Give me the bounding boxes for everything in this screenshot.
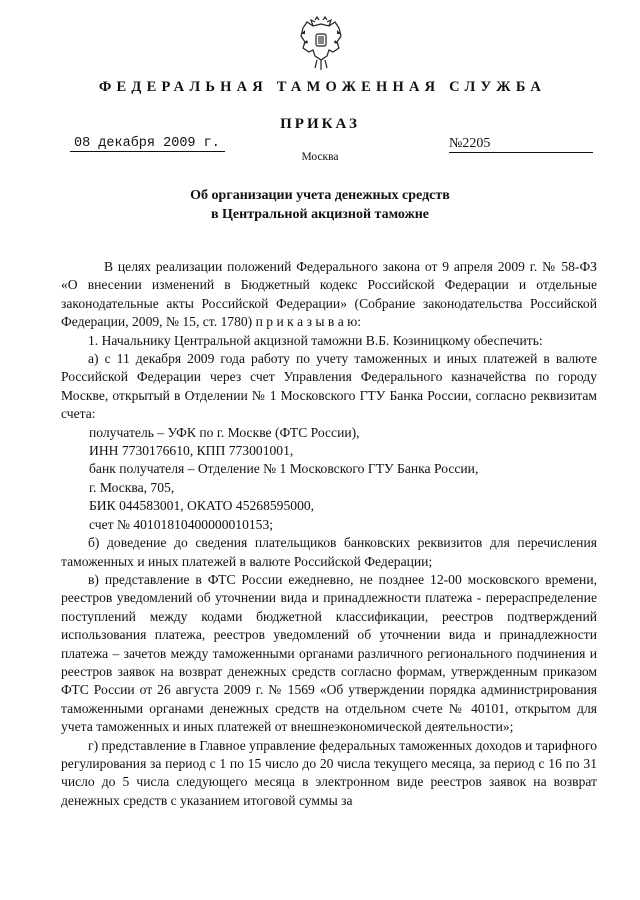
- requisite-line: г. Москва, 705,: [89, 479, 175, 495]
- requisite-line: БИК 044583001, ОКАТО 45268595000,: [89, 498, 315, 514]
- document-title-line1: Об организации учета денежных средств: [190, 188, 450, 203]
- document-title-line2: в Центральной акцизной таможне: [210, 207, 430, 222]
- requisite-line: банк получателя – Отделение № 1 Московского ГТУ Банка России,: [89, 461, 479, 477]
- item-g: г) представление в Главное управление федеральных таможенных доходов и тарифного регулирования за период с 1 по 15 число до 20 числа текущего месяца, за период с 16 по 31 число до 5 числа следующего месяца в электронном виде реестров заявок на возврат денежных средств с указанием итоговой суммы за: [61, 737, 597, 808]
- emblem-icon: [299, 16, 343, 72]
- requisite-line: счет № 40101810400000010153;: [89, 516, 274, 532]
- document-date: 08 декабря 2009 г.: [70, 136, 225, 152]
- document-city: Москва: [301, 151, 339, 163]
- document-body: [61, 258, 597, 810]
- item-1: 1. Начальнику Центральной акцизной таможни В.Б. Козиницкому обеспечить:: [88, 332, 543, 348]
- requisite-line: ИНН 7730176610, КПП 773001001,: [89, 443, 294, 459]
- requisite-line: получатель – УФК по г. Москве (ФТС России),: [89, 424, 360, 440]
- item-b: б) доведение до сведения плательщиков банковских реквизитов для перечисления таможенных и иных платежей в валюте Российской Федерации;: [61, 535, 597, 569]
- item-a: а) с 11 декабря 2009 года работу по учету таможенных и иных платежей в валюте Российской Федерации через счет Управления Федерального казначейства по городу Москве, открытый в Отделении № 1 Московского ГТУ Банка России, согласно реквизитам счета:: [61, 351, 597, 422]
- document-type: ПРИКАЗ: [280, 116, 360, 132]
- document-title: [0, 186, 640, 224]
- document-number: №2205: [449, 136, 593, 153]
- agency-name: ФЕДЕРАЛЬНАЯ ТАМОЖЕННАЯ СЛУЖБА: [98, 79, 547, 95]
- item-v: в) представление в ФТС России ежедневно, не позднее 12-00 московского времени, реестров уведомлений об уточнении вида и принадлежности платежа - перераспределение поступлений между кодами бюджетной классификации, реестров подтверждений использования платежа, реестров уведомлений об уточнении вида и принадлежности платежа – зачетов между таможенными органами различного регионального подчинения и реестров заявок на возврат денежных средств согласно формам, утвержденным приказом ФТС России от 26 августа 2009 г. № 1569 «Об утверждении порядка администрирования таможенными органами денежных средств на отдельном счете № 40101, открытом для учета таможенных и иных платежей от внешнеэкономической деятельности»;: [61, 571, 597, 735]
- intro-paragraph: В целях реализации положений Федерального закона от 9 апреля 2009 г. № 58-ФЗ «О внесении изменений в Бюджетный кодекс Российской Федерации и отдельные законодательные акты Российской Федерации» (Собрание законодательства Российской Федерации, 2009, № 15, ст. 1780) п р и к а з ы в а ю:: [61, 259, 597, 330]
